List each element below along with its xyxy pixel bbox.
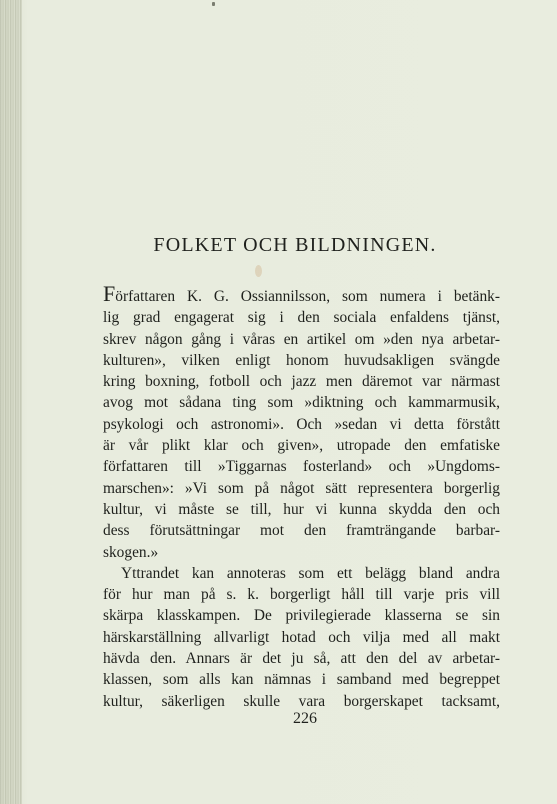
text-line: klassen, som alls kan nämnas i samband med begreppet: [103, 671, 500, 689]
text-line: avog mot sådana ting som »diktning och kammarmusik,: [103, 394, 500, 412]
text-line: kulturen», vilken enligt honom huvudsakligen svängde: [103, 351, 500, 369]
text-line: marschen»: »Vi som på något sätt representera borgerlig: [103, 479, 500, 497]
text-line: lig grad engagerat sig i den sociala enfaldens tjänst,: [103, 309, 500, 327]
text-line: dess förutsättningar mot den framträngande barbar-: [103, 522, 500, 540]
text-line: [103, 281, 500, 307]
ink-speck: [212, 2, 215, 6]
text-line: för hur man på s. k. borgerligt håll till varje pris vill: [103, 586, 500, 604]
text-line: hävda den. Annars är det ju så, att den del av arbetar-: [103, 650, 500, 668]
text-line: härskarställning allvarligt hotad och vilja med all makt: [103, 628, 500, 646]
text-line: skogen.»: [103, 543, 159, 561]
text-line: skärpa klasskampen. De privilegierade klasserna se sin: [103, 607, 500, 625]
text-line: Yttrandet kan annoteras som ett belägg bland andra: [121, 564, 500, 582]
text-line: författaren till »Tiggarnas fosterland» och »Ungdoms-: [103, 458, 500, 476]
page-gutter: [0, 0, 22, 804]
body-text: [103, 281, 500, 712]
first-line-text: örfattaren K. G. Ossiannilsson, som numera i betänk-: [115, 288, 500, 305]
text-line: kultur, säkerligen skulle vara borgerskapet tacksamt,: [103, 692, 500, 710]
text-line: kultur, vi måste se till, hur vi kunna skydda den och: [103, 500, 500, 518]
text-line: är vår plikt klar och given», utropade den emfatiske: [103, 437, 500, 455]
initial-letter: F: [103, 281, 116, 306]
chapter-title: FOLKET OCH BILDNINGEN.: [153, 234, 437, 256]
text-line: kring boxning, fotboll och jazz men däremot var närmast: [103, 373, 500, 391]
page-number: 226: [293, 710, 317, 727]
text-line: skrev någon gång i våras en artikel om »den nya arbetar-: [103, 330, 500, 348]
text-line: psykologi och astronomi». Och »sedan vi detta förstått: [103, 415, 500, 433]
ornament-mark: [255, 265, 262, 277]
